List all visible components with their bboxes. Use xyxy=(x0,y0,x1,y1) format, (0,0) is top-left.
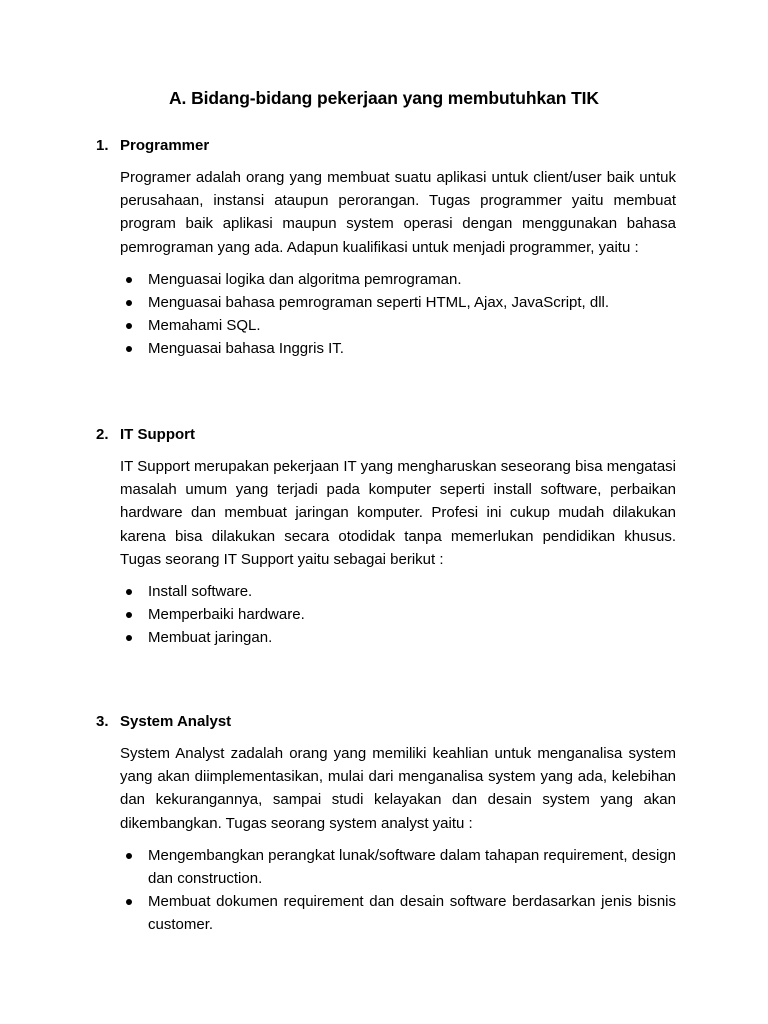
bullet-dot-icon xyxy=(126,300,132,306)
bullet-text: Menguasai bahasa Inggris IT. xyxy=(148,340,344,358)
section-heading-text: IT Support xyxy=(120,426,195,443)
section-paragraph: IT Support merupakan pekerjaan IT yang mengharuskan seseorang bisa mengatasi masalah umum yang terjadi pada komputer seperti install software, perbaikan hardware dan membuat jaringan komputer. Profesi ini cukup mudah dilakukan karena bisa dilakukan secara otodidak tanpa memerlukan pendidikan khusus. Tugas seorang IT Support yaitu sebagai berikut : xyxy=(120,458,676,568)
bullet-item xyxy=(120,844,676,890)
bullet-dot-icon xyxy=(126,853,132,859)
document-title: A. Bidang-bidang pekerjaan yang membutuhkan TIK xyxy=(169,88,599,108)
bullet-text: Membuat jaringan. xyxy=(148,629,273,647)
bullet-item xyxy=(120,626,676,649)
section-heading xyxy=(96,424,676,446)
section-heading xyxy=(96,711,676,733)
bullet-list xyxy=(120,580,676,650)
bullet-list xyxy=(120,268,676,361)
bullet-text: Menguasai logika dan algoritma pemrograman. xyxy=(148,270,462,288)
bullet-list xyxy=(120,844,676,937)
bullet-text: Mengembangkan perangkat lunak/software dalam tahapan requirement, design dan construction. xyxy=(148,846,676,888)
section-number: 3. xyxy=(96,713,109,730)
section-programmer xyxy=(96,135,676,361)
bullet-item xyxy=(120,314,676,337)
bullet-item xyxy=(120,603,676,626)
section-paragraph: Programer adalah orang yang membuat suatu aplikasi untuk client/user baik untuk perusahaan, instansi ataupun perorangan. Tugas programmer yaitu membuat program baik aplikasi maupun system operasi dengan menggunakan bahasa pemrograman yang ada. Adapun kualifikasi untuk menjadi programmer, yaitu : xyxy=(120,169,676,256)
bullet-dot-icon xyxy=(126,346,132,352)
bullet-dot-icon xyxy=(126,277,132,283)
bullet-text: Menguasai bahasa pemrograman seperti HTML, Ajax, JavaScript, dll. xyxy=(148,294,610,312)
bullet-item xyxy=(120,291,676,314)
bullet-dot-icon xyxy=(126,323,132,329)
section-paragraph: System Analyst zadalah orang yang memiliki keahlian untuk menganalisa system yang akan diimplementasikan, mulai dari menganalisa system yang ada, kelebihan dan kekurangannya, sampai studi kelayakan dan desain system yang akan dikembangkan. Tugas seorang system analyst yaitu : xyxy=(120,745,676,832)
section-heading-text: Programmer xyxy=(120,137,210,154)
section-number: 2. xyxy=(96,426,109,443)
bullet-text: Memperbaiki hardware. xyxy=(148,606,305,624)
section-number: 1. xyxy=(96,137,109,154)
section-it-support xyxy=(96,424,676,650)
bullet-item xyxy=(120,890,676,936)
bullet-dot-icon xyxy=(126,899,132,905)
bullet-item xyxy=(120,337,676,360)
bullet-item xyxy=(120,268,676,291)
bullet-item xyxy=(120,580,676,603)
bullet-dot-icon xyxy=(126,589,132,595)
bullet-dot-icon xyxy=(126,612,132,618)
section-system-analyst xyxy=(96,711,676,937)
section-heading xyxy=(96,135,676,157)
section-heading-text: System Analyst xyxy=(120,713,232,730)
bullet-dot-icon xyxy=(126,635,132,641)
bullet-text: Memahami SQL. xyxy=(148,317,261,335)
bullet-text: Membuat dokumen requirement dan desain software berdasarkan jenis bisnis customer. xyxy=(148,893,676,934)
bullet-text: Install software. xyxy=(148,583,253,601)
